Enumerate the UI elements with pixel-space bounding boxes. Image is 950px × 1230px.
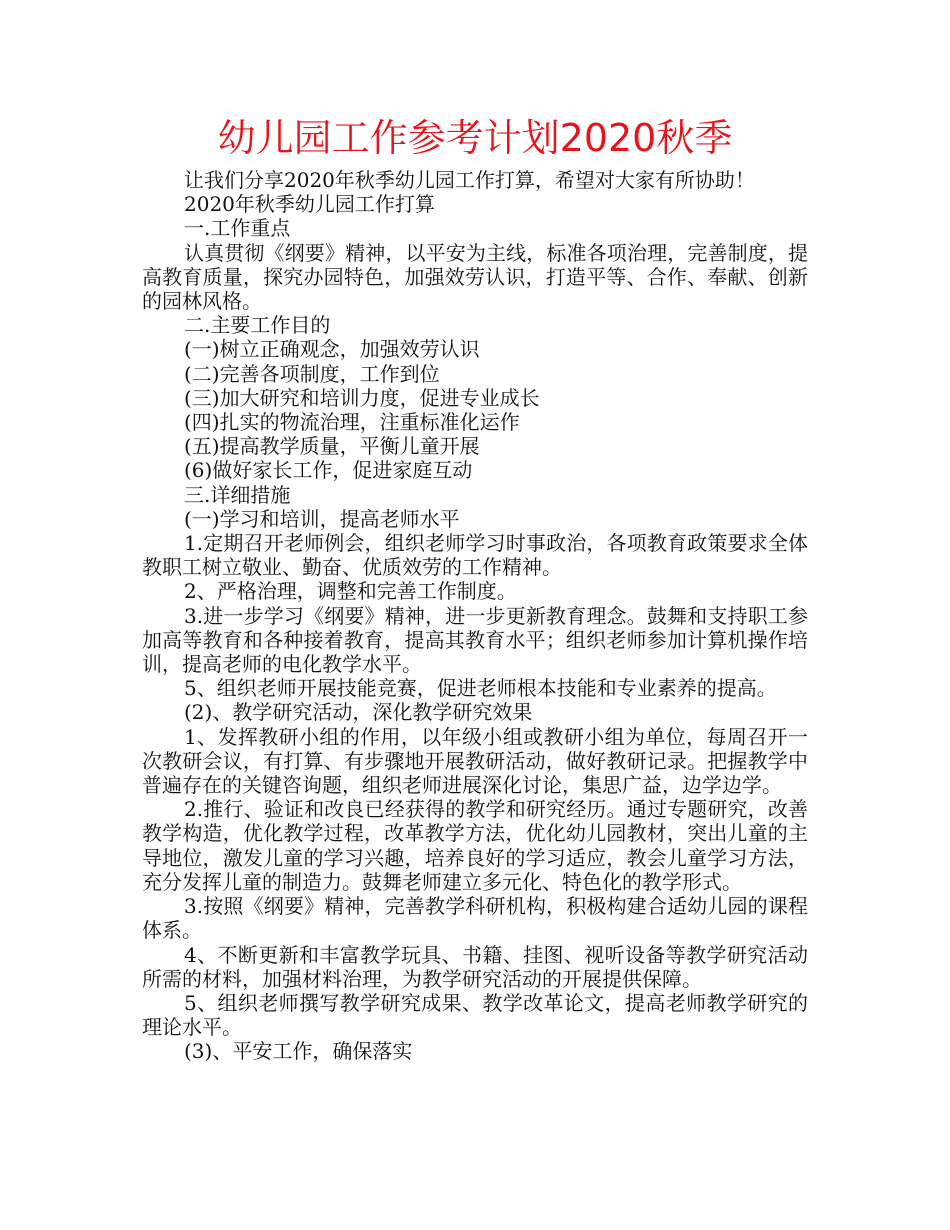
paragraph: 1.定期召开老师例会，组织老师学习时事政治，各项教育政策要求全体教职工树立敬业、勤奋、优质效劳的工作精神。 bbox=[142, 531, 808, 580]
paragraph: 5、组织老师撰写教学研究成果、教学改革论文，提高老师教学研究的理论水平。 bbox=[142, 990, 808, 1040]
subsection-heading: (3)、平安工作，确保落实 bbox=[184, 1039, 413, 1064]
subsection-heading: (一)学习和培训，提高老师水平 bbox=[184, 506, 460, 531]
section-heading: 一.工作重点 bbox=[184, 216, 291, 241]
paragraph: 4、不断更新和丰富教学玩具、书籍、挂图、视听设备等教学研究活动所需的材料，加强材料治理，为教学研究活动的开展提供保障。 bbox=[142, 942, 808, 991]
paragraph: 2.推行、验证和改良已经获得的教学和研究经历。通过专题研究，改善教学构造，优化教学过程，改革教学方法，优化幼儿园教材，突出儿童的主导地位，激发儿童的学习兴趣，培养良好的学习适应，教会儿童学习方法，充分发挥儿童的制造力。鼓舞老师建立多元化、特色化的教学形式。 bbox=[142, 797, 808, 894]
paragraph: 认真贯彻《纲要》精神，以平安为主线，标准各项治理，完善制度，提高教育质量，探究办园特色，加强效劳认识，打造平等、合作、奉献、创新的园林风格。 bbox=[142, 240, 808, 314]
section-heading: 三.详细措施 bbox=[184, 482, 291, 507]
document-body bbox=[142, 168, 808, 1064]
paragraph: 3.进一步学习《纲要》精神，进一步更新教育理念。鼓舞和支持职工参加高等教育和各种接着教育，提高其教育水平；组织老师参加计算机操作培训，提高老师的电化教学水平。 bbox=[142, 603, 808, 677]
paragraph: 3.按照《纲要》精神，完善教学科研机构，积极构建合适幼儿园的课程体系。 bbox=[142, 894, 808, 943]
list-item: (二)完善各项制度，工作到位 bbox=[184, 361, 440, 386]
list-item: (五)提高教学质量，平衡儿童开展 bbox=[184, 434, 480, 459]
list-item: (四)扎实的物流治理，注重标准化运作 bbox=[184, 410, 520, 435]
paragraph: 5、组织老师开展技能竞赛，促进老师根本技能和专业素养的提高。 bbox=[184, 676, 777, 701]
document-title: 幼儿园工作参考计划2020秋季 bbox=[217, 116, 733, 160]
paragraph: 2020年秋季幼儿园工作打算 bbox=[184, 192, 435, 217]
list-item: (6)做好家长工作，促进家庭互动 bbox=[184, 458, 473, 483]
paragraph: 2、严格治理，调整和完善工作制度。 bbox=[184, 579, 517, 604]
list-item: (一)树立正确观念，加强效劳认识 bbox=[184, 337, 480, 362]
subsection-heading: (2)、教学研究活动，深化教学研究效果 bbox=[184, 700, 533, 725]
paragraph: 让我们分享2020年秋季幼儿园工作打算，希望对大家有所协助！ bbox=[184, 168, 755, 192]
section-heading: 二.主要工作目的 bbox=[184, 313, 331, 338]
paragraph: 1、发挥教研小组的作用，以年级小组或教研小组为单位，每周召开一次教研会议，有打算、有步骤地开展教研活动，做好教研记录。把握教学中普遍存在的关键咨询题，组织老师进展深化讨论，集思广益，边学边学。 bbox=[142, 724, 808, 798]
list-item: (三)加大研究和培训力度，促进专业成长 bbox=[184, 385, 540, 410]
